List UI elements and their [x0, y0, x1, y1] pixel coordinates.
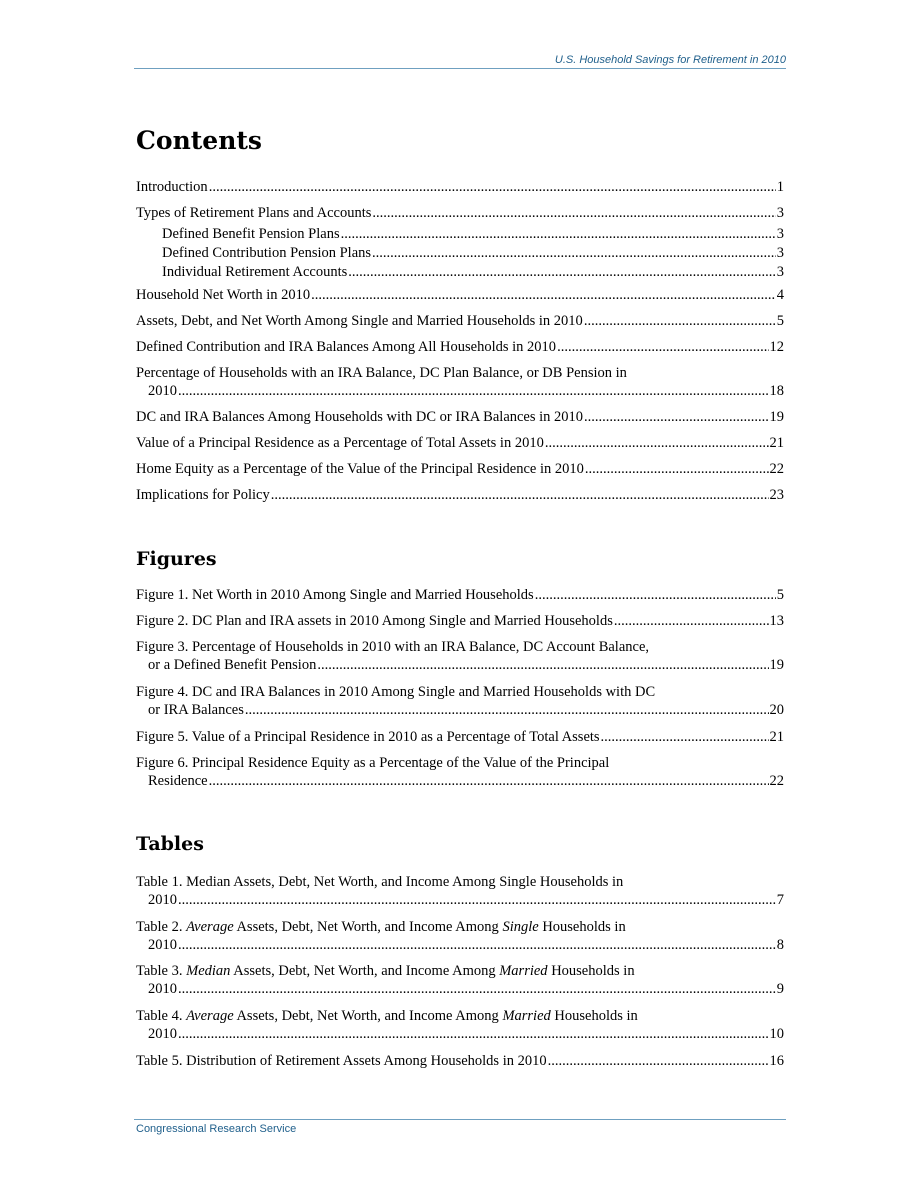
toc-entry-title: Figure 4. DC and IRA Balances in 2010 Among Single and Married Households with DC	[136, 684, 656, 700]
header-rule	[134, 68, 786, 69]
toc-entry[interactable]	[136, 338, 784, 356]
figure-entry[interactable]	[136, 683, 784, 719]
toc-entry[interactable]	[136, 434, 784, 452]
toc-entry-page: 12	[769, 339, 784, 355]
figure-entry[interactable]	[136, 638, 784, 674]
toc-entry-title: Types of Retirement Plans and Accounts	[136, 205, 372, 221]
figure-entry[interactable]	[136, 754, 784, 790]
toc-entry-page: 22	[769, 461, 784, 477]
table-entry[interactable]	[136, 1007, 784, 1043]
running-header: U.S. Household Savings for Retirement in 2010	[554, 54, 786, 66]
toc-entry-page: 18	[769, 383, 784, 399]
toc-entry-title: Table 4. Average Assets, Debt, Net Worth, and Income Among Married Households in	[136, 1008, 638, 1024]
toc-entry-title: Figure 2. DC Plan and IRA assets in 2010 Among Single and Married Households	[136, 613, 613, 629]
toc-subentry[interactable]	[136, 263, 784, 281]
toc-entry-page: 5	[776, 313, 784, 329]
toc-entry-page: 19	[769, 657, 784, 673]
toc-entry-page: 23	[769, 487, 784, 503]
figure-entry[interactable]	[136, 612, 784, 630]
toc-entry[interactable]	[136, 178, 784, 196]
toc-entry-title-cont: 2010	[148, 937, 177, 953]
toc-entry-title: Figure 6. Principal Residence Equity as a Percentage of the Value of the Principal	[136, 755, 610, 771]
toc-entry-title-cont: or a Defined Benefit Pension	[148, 657, 317, 673]
figure-entry[interactable]	[136, 728, 784, 746]
toc-entry[interactable]	[136, 486, 784, 504]
contents-heading: Contents	[136, 126, 263, 155]
toc-entry-title-cont: 2010	[148, 892, 177, 908]
toc-entry-page: 10	[769, 1026, 784, 1042]
toc-entry-title: Introduction	[136, 179, 208, 195]
toc-entry-page: 22	[769, 773, 784, 789]
toc-entry-page: 1	[776, 179, 784, 195]
toc-entry-title: Implications for Policy	[136, 487, 270, 503]
toc-entry-page: 21	[769, 435, 784, 451]
tables-heading: Tables	[136, 833, 204, 855]
toc-entry-page: 9	[776, 981, 784, 997]
toc-entry-page: 13	[769, 613, 784, 629]
toc-entry-page: 20	[769, 702, 784, 718]
table-entry[interactable]	[136, 873, 784, 909]
toc-subentry[interactable]	[136, 244, 784, 262]
toc-entry[interactable]	[136, 204, 784, 222]
toc-entry-title-cont: or IRA Balances	[148, 702, 244, 718]
toc-entry[interactable]	[136, 408, 784, 426]
figures-heading: Figures	[136, 548, 217, 570]
table-entry[interactable]	[136, 1052, 784, 1070]
toc-entry-page: 3	[776, 205, 784, 221]
toc-entry-title: Table 2. Average Assets, Debt, Net Worth, and Income Among Single Households in	[136, 919, 626, 935]
toc-entry-title: Value of a Principal Residence as a Percentage of Total Assets in 2010	[136, 435, 544, 451]
toc-entry[interactable]	[136, 364, 784, 400]
toc-entry-page: 8	[776, 937, 784, 953]
toc-entry-title: Assets, Debt, and Net Worth Among Single and Married Households in 2010	[136, 313, 583, 329]
toc-entry-title: Percentage of Households with an IRA Balance, DC Plan Balance, or DB Pension in	[136, 365, 627, 381]
toc-entry-page: 3	[776, 245, 784, 261]
toc-entry-page: 21	[769, 729, 784, 745]
toc-entry-title: Figure 3. Percentage of Households in 2010 with an IRA Balance, DC Account Balance,	[136, 639, 650, 655]
toc-entry-title: Table 3. Median Assets, Debt, Net Worth, and Income Among Married Households in	[136, 963, 635, 979]
toc-entry-page: 4	[776, 287, 784, 303]
toc-entry-title: Defined Contribution and IRA Balances Among All Households in 2010	[136, 339, 557, 355]
figure-entry[interactable]	[136, 586, 784, 604]
toc-entry-title: Figure 5. Value of a Principal Residence in 2010 as a Percentage of Total Assets	[136, 729, 600, 745]
toc-entry-title-cont: 2010	[148, 383, 177, 399]
toc-entry-title: Figure 1. Net Worth in 2010 Among Single and Married Households	[136, 587, 534, 603]
toc-entry-title: Table 5. Distribution of Retirement Assets Among Households in 2010	[136, 1053, 547, 1069]
toc-entry-title: Defined Contribution Pension Plans	[162, 245, 372, 261]
toc-entry-page: 3	[776, 264, 784, 280]
table-entry[interactable]	[136, 962, 784, 998]
toc-entry-title: Home Equity as a Percentage of the Value of the Principal Residence in 2010	[136, 461, 584, 477]
toc-entry-page: 19	[769, 409, 784, 425]
toc-entry-title: Defined Benefit Pension Plans	[162, 226, 340, 242]
toc-entry-title: DC and IRA Balances Among Households with DC or IRA Balances in 2010	[136, 409, 584, 425]
toc-entry[interactable]	[136, 460, 784, 478]
toc-entry-page: 3	[776, 226, 784, 242]
toc-entry-page: 16	[769, 1053, 784, 1069]
toc-entry-page: 7	[776, 892, 784, 908]
toc-subentry[interactable]	[136, 225, 784, 243]
table-entry[interactable]	[136, 918, 784, 954]
toc-entry-title-cont: 2010	[148, 981, 177, 997]
toc-entry-page: 5	[776, 587, 784, 603]
contents-list	[136, 178, 784, 196]
footer-rule	[134, 1119, 786, 1120]
toc-entry-title: Individual Retirement Accounts	[162, 264, 348, 280]
toc-entry-title: Table 1. Median Assets, Debt, Net Worth, and Income Among Single Households in	[136, 874, 624, 890]
toc-entry[interactable]	[136, 286, 784, 304]
toc-entry[interactable]	[136, 312, 784, 330]
running-footer: Congressional Research Service	[136, 1123, 297, 1135]
toc-entry-title: Household Net Worth in 2010	[136, 287, 311, 303]
toc-entry-title-cont: Residence	[148, 773, 208, 789]
toc-entry-title-cont: 2010	[148, 1026, 177, 1042]
